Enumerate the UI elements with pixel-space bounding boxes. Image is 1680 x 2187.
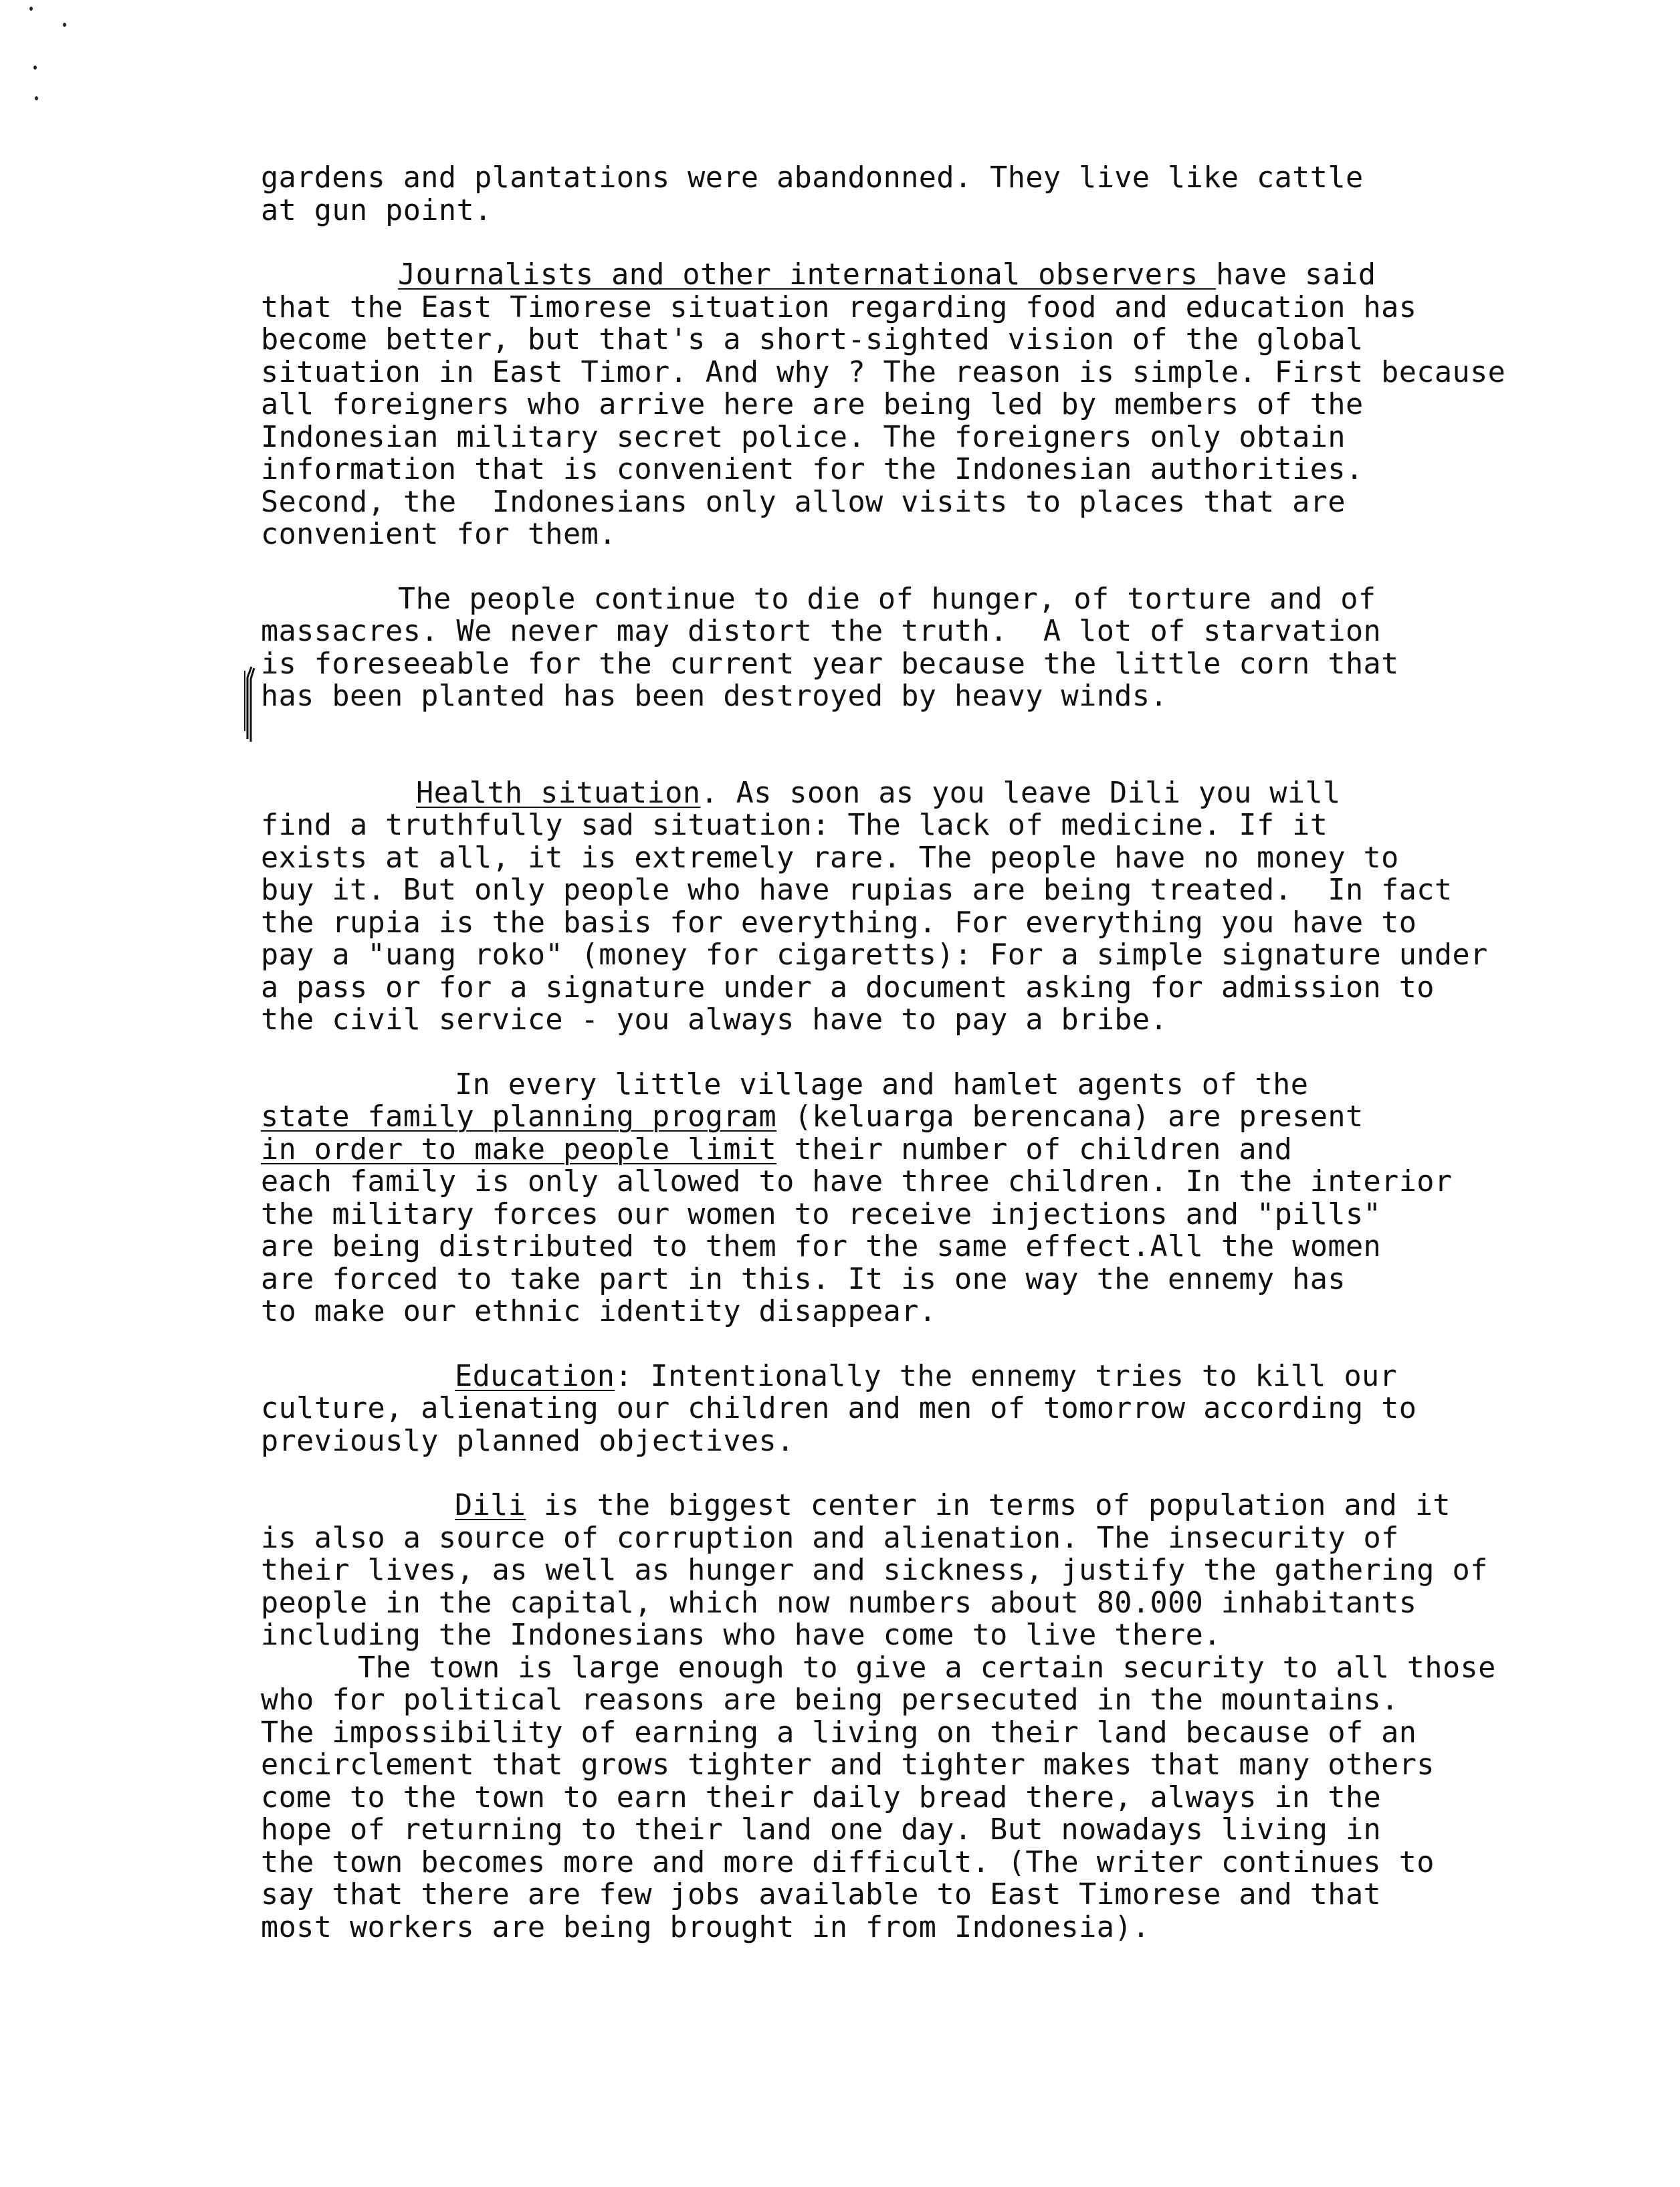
text-line: encirclement that grows tighter and tighter makes that many others [261, 1748, 1435, 1782]
paragraph-gap [261, 713, 1665, 777]
paragraph-gap [261, 551, 1665, 583]
document-body [261, 162, 1665, 1944]
underlined-text: Health situation [416, 776, 701, 810]
text-line: their lives, as well as hunger and sickness, justify the gathering of [261, 1554, 1488, 1587]
text-segment: is the biggest center in terms of population and it [526, 1489, 1451, 1522]
text-line: has been planted has been destroyed by heavy winds. [261, 680, 1168, 713]
text-line [261, 1101, 1665, 1134]
text-line: The impossibility of earning a living on their land because of an [261, 1715, 1417, 1750]
text-line: convenient for them. [261, 518, 617, 551]
text-line: that the East Timorese situation regarding food and education has [261, 290, 1417, 324]
text-line: exists at all, it is extremely rare. The people have no money to [261, 841, 1399, 875]
text-line: become better, but that's a short-sighted vision of the global [261, 323, 1364, 356]
text-line: gardens and plantations were abandonned. They live like cattle [261, 161, 1364, 195]
text-line: information that is convenient for the Indonesian authorities. [261, 453, 1364, 486]
scan-speck [35, 96, 38, 100]
text-segment: have said [1216, 258, 1376, 292]
underlined-text: Journalists and other international observers [398, 258, 1217, 292]
text-segment: their number of children and [776, 1132, 1293, 1166]
text-line: the military forces our women to receive injections and "pills" [261, 1197, 1382, 1231]
text-line: each family is only allowed to have three children. In the interior [261, 1165, 1453, 1199]
text-line: Second, the Indonesians only allow visits to places that are [261, 485, 1346, 519]
text-line: buy it. But only people who have rupias are being treated. In fact [261, 873, 1453, 907]
paragraph-gap [261, 1457, 1665, 1489]
text-line: say that there are few jobs available to East Timorese and that [261, 1878, 1382, 1911]
text-line: In every little village and hamlet agents of the [455, 1067, 1309, 1102]
text-line: hope of returning to their land one day. But nowadays living in [261, 1813, 1382, 1847]
text-segment: . As soon as you leave Dili you will [700, 776, 1341, 810]
text-line [261, 259, 1665, 292]
text-line: the rupia is the basis for everything. For everything you have to [261, 906, 1417, 940]
text-line: are forced to take part in this. It is one way the ennemy has [261, 1262, 1346, 1296]
text-line: is also a source of corruption and alienation. The insecurity of [261, 1521, 1399, 1555]
text-line: find a truthfully sad situation: The lack of medicine. If it [261, 809, 1328, 842]
text-line: are being distributed to them for the same effect.All the women [261, 1230, 1382, 1263]
text-line: including the Indonesians who have come to live there. [261, 1619, 1221, 1652]
underlined-text: Education [455, 1359, 615, 1393]
text-segment: (keluarga berencana) are present [776, 1100, 1364, 1134]
text-segment: : Intentionally the ennemy tries to kill our [615, 1359, 1398, 1393]
text-line [261, 1360, 1665, 1393]
text-line: who for political reasons are being persecuted in the mountains. [261, 1683, 1399, 1717]
text-line [261, 1134, 1665, 1166]
text-line: previously planned objectives. [261, 1424, 795, 1458]
text-line: all foreigners who arrive here are being led by members of the [261, 388, 1364, 421]
text-line: Indonesian military secret police. The foreigners only obtain [261, 420, 1346, 454]
paragraph-gap [261, 1328, 1665, 1360]
text-line: most workers are being brought in from Indonesia). [261, 1910, 1150, 1944]
scan-speck [29, 7, 33, 11]
underlined-text: state family planning program [261, 1100, 777, 1134]
underlined-text: in order to make people limit [261, 1132, 777, 1166]
text-line: the civil service - you always have to pay a bribe. [261, 1003, 1168, 1037]
text-line: the town becomes more and more difficult. (The writer continues to [261, 1845, 1435, 1879]
text-line: at gun point. [261, 193, 492, 227]
underlined-text: Dili [455, 1489, 526, 1522]
text-line: a pass or for a signature under a document asking for admission to [261, 970, 1435, 1005]
paragraph-gap [261, 1037, 1665, 1069]
text-line: The town is large enough to give a certain security to all those [358, 1651, 1496, 1685]
text-line: situation in East Timor. And why ? The reason is simple. First because [261, 355, 1506, 389]
paragraph-gap [261, 227, 1665, 259]
text-line: pay a "uang roko" (money for cigaretts): For a simple signature under [261, 938, 1488, 972]
text-line: culture, alienating our children and men of tomorrow according to [261, 1392, 1417, 1425]
text-line [261, 1489, 1665, 1522]
text-line [261, 777, 1665, 810]
scan-speck [33, 66, 37, 70]
text-line: to make our ethnic identity disappear. [261, 1295, 937, 1328]
scan-speck [63, 23, 66, 27]
margin-bracket-mark [239, 664, 258, 744]
text-line: is foreseeable for the current year because the little corn that [261, 647, 1399, 681]
text-line: The people continue to die of hunger, of torture and of [398, 582, 1376, 616]
text-line: people in the capital, which now numbers about 80.000 inhabitants [261, 1586, 1417, 1620]
text-line: massacres. We never may distort the truth. A lot of starvation [261, 615, 1382, 648]
text-line: come to the town to earn their daily bread there, always in the [261, 1780, 1382, 1814]
